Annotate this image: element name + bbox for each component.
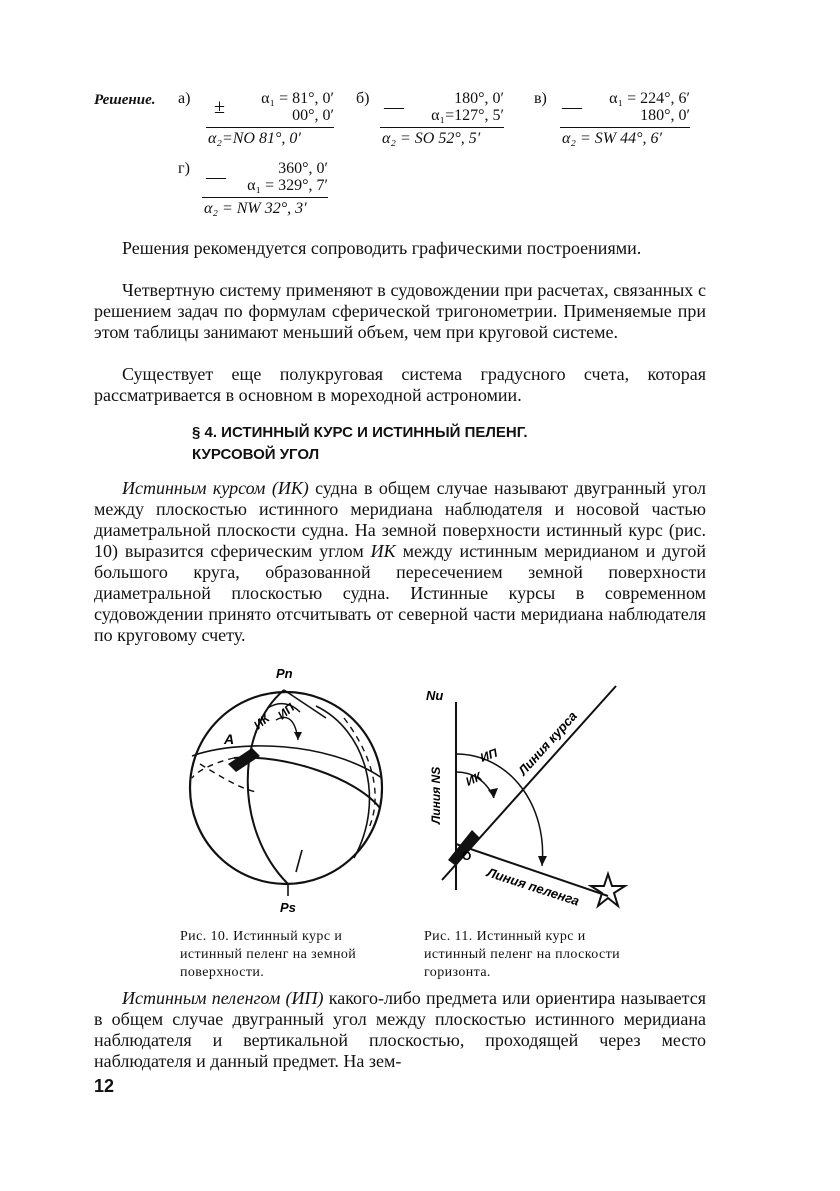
calc-a [178,90,338,150]
calc-b [356,90,516,150]
calc-a-bar [206,127,334,128]
fig11-label-o: O [462,849,472,863]
section-title [192,422,528,466]
fig10-label-ip: ИП [274,700,298,723]
paragraph-5 [94,988,706,1072]
calc-d-line1: 360°, 0′ [278,160,328,177]
term-true-course: Истинным курсом [122,478,266,498]
calc-c-bar [560,127,690,128]
calc-b-line1: 180°, 0′ [454,90,504,107]
paragraph-3-text: Существует еще полукруговая система градусного счета, которая рассматривается в основном в мореходной астрономии. [94,364,706,405]
paragraph-1-text: Решения рекомендуется сопроводить графическими построениями. [122,238,642,258]
abbr-ik-2: ИК [370,541,396,561]
calc-d-result: α₂ = NW 32°, 3′ [204,200,307,217]
calc-d-bar [202,197,328,198]
calc-d-line2: α₁ = 329°, 7′ [247,177,328,194]
fig10-label-a: A [224,731,235,747]
figure-11-caption: Рис. 11. Истинный курс и истинный пеленг на плоскости горизонта. [424,929,621,980]
paragraph-3 [94,364,706,406]
calc-a-line2: 00°, 0′ [292,107,334,124]
figure-10 [176,660,396,920]
paragraph-5-text: какого-либо предмета или ориентира называется в общем случае двугранный угол между плоскостью истинного меридиана наблюдателя и вертикальной плоскостью, проходящей через место наблюдателя и данный предмет. На зем- [94,988,707,1071]
calc-a-result: α₂=NO 81°, 0′ [208,130,301,147]
section-title-line1: § 4. ИСТИННЫЙ КУРС И ИСТИННЫЙ ПЕЛЕНГ. [192,424,528,441]
fig10-label-ik: ИК [250,711,273,733]
solution-label: Решение. [94,92,156,108]
calc-a-line1: α₁ = 81°, 0′ [261,90,334,107]
fig11-label-course: Линия курса [515,708,580,779]
fig10-label-ps: Ps [280,900,296,915]
calc-b-line2: α₁=127°, 5′ [431,107,504,124]
calc-c-sign: — [562,96,582,118]
calc-d [178,160,338,220]
paragraph-4-text-a: судна в общем случае называют двугранный угол между плоскостью истинного меридиана наблюдателя и носовой частью диаметральной плоскости судна. На земной поверхности истинный курс (рис. 10) выразится сферическим углом [94,478,707,561]
figure-11 [420,680,630,916]
abbr-ip: (ИП) [285,988,324,1008]
calc-c-line2: 180°, 0′ [640,107,690,124]
calc-a-label: а) [178,90,191,107]
page-number: 12 [94,1076,115,1096]
abbr-ik: (ИК) [271,478,309,498]
fig11-label-nn: Nи [426,688,444,703]
calc-c [534,90,704,150]
section-title-line2: КУРСОВОЙ УГОЛ [192,446,320,463]
paragraph-4-text-b: между истинным меридианом и дугой большого круга, образованной пересечением земной поверхности диаметральной плоскостью судна. Истинные курсы в современном судовождении принято отсчитывать от северной части меридиана наблюдателя по круговому счету. [94,541,706,645]
fig10-label-pn: Pn [276,666,293,681]
paragraph-4 [94,478,706,646]
term-true-bearing: Истинным пеленгом [122,988,281,1008]
fig11-label-bearing: Линия пеленга [485,864,582,909]
paragraph-1 [94,238,706,259]
figure-10-caption: Рис. 10. Истинный курс и истинный пеленг на земной поверхности. [180,929,357,980]
calc-a-sign: ± [214,96,225,118]
calc-c-label: в) [534,90,547,107]
paragraph-2-text: Четвертную систему применяют в судовождении при расчетах, связанных с решением задач по формулам сферической тригонометрии. Применяемые при этом таблицы занимают меньший объем, чем при круговой системе. [94,280,706,342]
calc-c-line1: α₁ = 224°, 6′ [609,90,690,107]
fig11-label-ns: Линия NS [429,766,443,824]
calc-d-label: г) [178,160,190,177]
calc-b-sign: — [384,96,404,118]
calc-b-label: б) [356,90,370,107]
calc-b-bar [380,127,504,128]
fig11-label-ik: ИК [463,769,484,789]
fig11-label-ip: ИП [478,745,500,765]
calc-b-result: α₂ = SO 52°, 5′ [382,130,481,147]
calc-c-result: α₂ = SW 44°, 6′ [562,130,662,147]
paragraph-2 [94,280,706,343]
calc-d-sign: — [206,166,226,188]
